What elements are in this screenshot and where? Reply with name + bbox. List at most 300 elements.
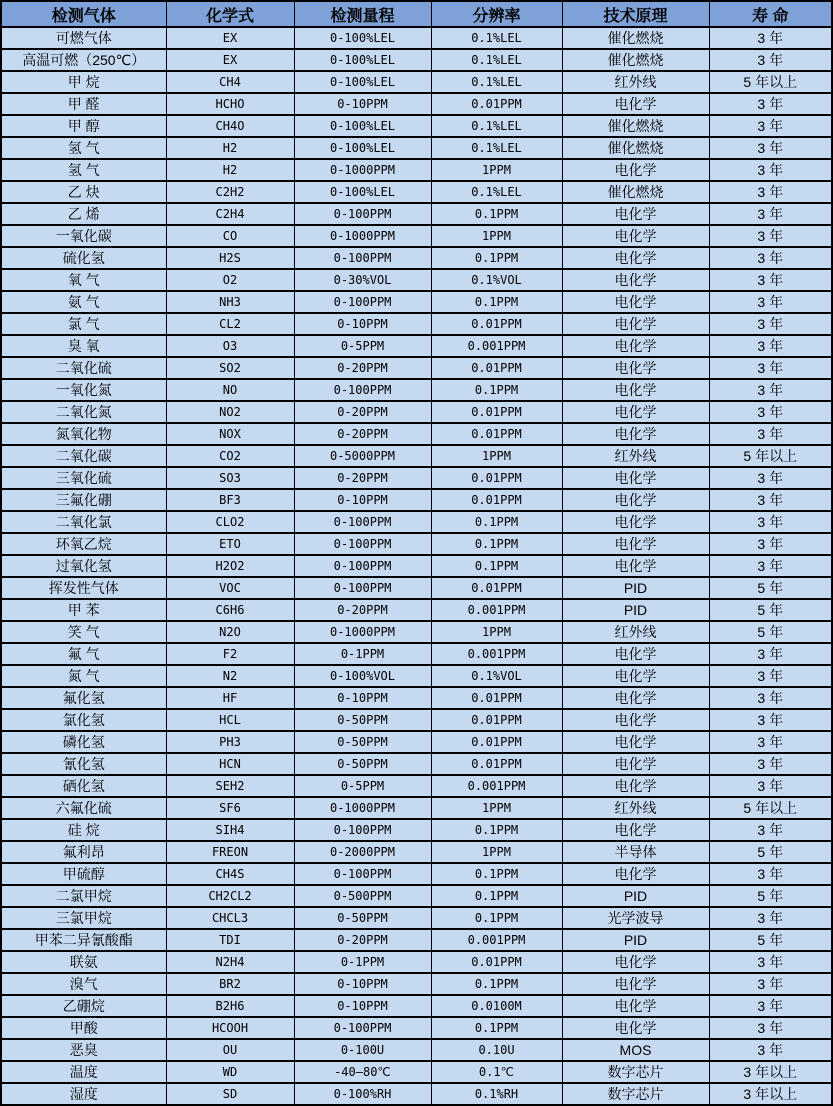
cell-lifespan: 3 年 [709,423,832,445]
cell-lifespan: 5 年 [709,599,832,621]
table-row [1,885,832,907]
cell-lifespan: 5 年 [709,621,832,643]
table-row [1,995,832,1017]
cell-lifespan: 3 年 [709,775,832,797]
cell-lifespan: 5 年 [709,929,832,951]
cell-resolution: 0.01PPM [431,423,562,445]
cell-principle: PID [562,929,709,951]
cell-formula: HCN [166,753,294,775]
cell-gas: 硒化氢 [1,775,166,797]
cell-resolution: 0.1%LEL [431,181,562,203]
table-row [1,1039,832,1061]
cell-gas: 三氯甲烷 [1,907,166,929]
cell-resolution: 0.1PPM [431,511,562,533]
cell-range: 0-10PPM [294,93,431,115]
column-header-formula: 化学式 [166,1,294,27]
cell-principle: PID [562,577,709,599]
cell-principle: 电化学 [562,489,709,511]
table-row [1,797,832,819]
cell-principle: 电化学 [562,313,709,335]
cell-lifespan: 3 年 [709,357,832,379]
cell-lifespan: 3 年 [709,731,832,753]
cell-principle: 数字芯片 [562,1061,709,1083]
cell-gas: 恶臭 [1,1039,166,1061]
cell-formula: SIH4 [166,819,294,841]
table-row [1,819,832,841]
table-row [1,247,832,269]
table-row [1,863,832,885]
cell-gas: 过氧化氢 [1,555,166,577]
cell-resolution: 0.001PPM [431,929,562,951]
cell-resolution: 0.1%LEL [431,137,562,159]
cell-lifespan: 3 年 [709,951,832,973]
cell-range: 0-1PPM [294,643,431,665]
cell-lifespan: 3 年 [709,247,832,269]
cell-formula: CH2CL2 [166,885,294,907]
cell-range: 0-100%LEL [294,49,431,71]
cell-formula: SD [166,1083,294,1105]
cell-gas: 二氯甲烷 [1,885,166,907]
column-header-gas: 检测气体 [1,1,166,27]
cell-lifespan: 3 年 [709,467,832,489]
cell-lifespan: 3 年 [709,49,832,71]
cell-gas: 甲 苯 [1,599,166,621]
cell-formula: O3 [166,335,294,357]
cell-range: 0-10PPM [294,687,431,709]
cell-range: 0-10PPM [294,313,431,335]
cell-formula: WD [166,1061,294,1083]
cell-lifespan: 3 年 [709,401,832,423]
header-row [1,1,832,27]
cell-principle: 电化学 [562,709,709,731]
cell-lifespan: 3 年 [709,335,832,357]
cell-range: 0-100PPM [294,247,431,269]
cell-principle: 电化学 [562,687,709,709]
cell-range: 0-5000PPM [294,445,431,467]
cell-formula: BR2 [166,973,294,995]
cell-formula: CO [166,225,294,247]
table-row [1,775,832,797]
table-row [1,379,832,401]
cell-resolution: 1PPM [431,445,562,467]
cell-gas: 一氧化碳 [1,225,166,247]
cell-formula: BF3 [166,489,294,511]
cell-gas: 氢 气 [1,137,166,159]
cell-gas: 乙硼烷 [1,995,166,1017]
table-row [1,225,832,247]
cell-resolution: 0.1PPM [431,863,562,885]
cell-resolution: 0.001PPM [431,599,562,621]
cell-gas: 二氧化硫 [1,357,166,379]
cell-principle: 电化学 [562,357,709,379]
cell-resolution: 0.1℃ [431,1061,562,1083]
cell-gas: 三氟化硼 [1,489,166,511]
cell-range: 0-10PPM [294,489,431,511]
table-row [1,445,832,467]
table-row [1,71,832,93]
cell-gas: 氯化氢 [1,709,166,731]
cell-gas: 六氟化硫 [1,797,166,819]
cell-gas: 甲苯二异氰酸酯 [1,929,166,951]
cell-range: 0-100%LEL [294,115,431,137]
cell-resolution: 0.0100M [431,995,562,1017]
cell-range: 0-20PPM [294,357,431,379]
cell-resolution: 0.01PPM [431,489,562,511]
cell-principle: 电化学 [562,379,709,401]
cell-resolution: 0.1%VOL [431,665,562,687]
cell-gas: 挥发性气体 [1,577,166,599]
cell-principle: 红外线 [562,621,709,643]
cell-resolution: 0.01PPM [431,709,562,731]
cell-lifespan: 3 年 [709,225,832,247]
cell-formula: FREON [166,841,294,863]
cell-lifespan: 5 年 [709,885,832,907]
cell-formula: C2H2 [166,181,294,203]
cell-gas: 甲硫醇 [1,863,166,885]
cell-resolution: 0.1PPM [431,973,562,995]
cell-principle: 电化学 [562,863,709,885]
cell-principle: 光学波导 [562,907,709,929]
table-row [1,929,832,951]
cell-range: 0-20PPM [294,423,431,445]
cell-resolution: 0.001PPM [431,643,562,665]
cell-range: 0-100PPM [294,291,431,313]
cell-formula: SF6 [166,797,294,819]
cell-principle: 电化学 [562,1017,709,1039]
cell-gas: 甲 醛 [1,93,166,115]
cell-lifespan: 5 年 [709,841,832,863]
cell-gas: 氟化氢 [1,687,166,709]
cell-resolution: 0.01PPM [431,577,562,599]
cell-resolution: 0.1PPM [431,1017,562,1039]
cell-lifespan: 3 年 [709,203,832,225]
cell-principle: 催化燃烧 [562,27,709,49]
cell-lifespan: 3 年 [709,511,832,533]
cell-formula: F2 [166,643,294,665]
cell-range: 0-100PPM [294,863,431,885]
table-row [1,1017,832,1039]
cell-lifespan: 5 年以上 [709,797,832,819]
cell-formula: CLO2 [166,511,294,533]
column-header-resolution: 分辨率 [431,1,562,27]
table-row [1,841,832,863]
cell-principle: 催化燃烧 [562,115,709,137]
table-row [1,291,832,313]
cell-formula: OU [166,1039,294,1061]
cell-principle: PID [562,885,709,907]
cell-principle: 电化学 [562,555,709,577]
cell-lifespan: 3 年以上 [709,1061,832,1083]
cell-range: 0-10PPM [294,995,431,1017]
cell-lifespan: 3 年 [709,687,832,709]
column-header-lifespan: 寿 命 [709,1,832,27]
cell-resolution: 0.01PPM [431,357,562,379]
column-header-principle: 技术原理 [562,1,709,27]
cell-principle: 电化学 [562,753,709,775]
table-row [1,27,832,49]
cell-principle: 电化学 [562,665,709,687]
cell-resolution: 0.01PPM [431,401,562,423]
cell-resolution: 0.1PPM [431,291,562,313]
cell-range: 0-2000PPM [294,841,431,863]
table-row [1,907,832,929]
cell-resolution: 0.1PPM [431,203,562,225]
cell-gas: 二氧化氯 [1,511,166,533]
cell-range: 0-1000PPM [294,621,431,643]
cell-range: 0-50PPM [294,753,431,775]
cell-resolution: 0.1%VOL [431,269,562,291]
cell-principle: 电化学 [562,93,709,115]
cell-range: 0-1PPM [294,951,431,973]
cell-lifespan: 3 年 [709,115,832,137]
cell-formula: CH4S [166,863,294,885]
cell-formula: H2S [166,247,294,269]
cell-gas: 氧 气 [1,269,166,291]
cell-range: -40—80℃ [294,1061,431,1083]
cell-gas: 臭 氧 [1,335,166,357]
cell-formula: N2O [166,621,294,643]
cell-principle: 电化学 [562,247,709,269]
cell-gas: 高温可燃（250℃） [1,49,166,71]
table-body [1,27,832,1105]
cell-formula: H2O2 [166,555,294,577]
cell-formula: B2H6 [166,995,294,1017]
cell-gas: 氨 气 [1,291,166,313]
cell-formula: HCHO [166,93,294,115]
cell-principle: 电化学 [562,225,709,247]
cell-gas: 氮 气 [1,665,166,687]
cell-formula: NOX [166,423,294,445]
cell-range: 0-100U [294,1039,431,1061]
cell-lifespan: 3 年 [709,159,832,181]
table-row [1,753,832,775]
cell-range: 0-100%LEL [294,27,431,49]
cell-gas: 溴气 [1,973,166,995]
cell-gas: 湿度 [1,1083,166,1105]
cell-principle: 电化学 [562,291,709,313]
table-row [1,577,832,599]
cell-range: 0-100PPM [294,533,431,555]
cell-resolution: 0.01PPM [431,93,562,115]
cell-range: 0-1000PPM [294,225,431,247]
cell-principle: 电化学 [562,973,709,995]
cell-range: 0-100%LEL [294,71,431,93]
cell-gas: 甲 醇 [1,115,166,137]
cell-gas: 联氨 [1,951,166,973]
cell-lifespan: 3 年 [709,93,832,115]
table-row [1,137,832,159]
cell-principle: 电化学 [562,423,709,445]
cell-lifespan: 3 年 [709,907,832,929]
cell-principle: 电化学 [562,159,709,181]
cell-lifespan: 3 年 [709,665,832,687]
cell-resolution: 1PPM [431,159,562,181]
cell-resolution: 1PPM [431,841,562,863]
cell-formula: NO2 [166,401,294,423]
cell-gas: 二氧化氮 [1,401,166,423]
cell-lifespan: 3 年 [709,181,832,203]
table-row [1,203,832,225]
cell-formula: C2H4 [166,203,294,225]
cell-principle: MOS [562,1039,709,1061]
cell-range: 0-100%LEL [294,181,431,203]
cell-range: 0-20PPM [294,401,431,423]
cell-gas: 二氧化碳 [1,445,166,467]
cell-lifespan: 3 年 [709,1039,832,1061]
cell-range: 0-100PPM [294,1017,431,1039]
cell-resolution: 0.1PPM [431,555,562,577]
cell-formula: C6H6 [166,599,294,621]
cell-formula: SEH2 [166,775,294,797]
cell-lifespan: 5 年以上 [709,445,832,467]
cell-principle: 红外线 [562,797,709,819]
cell-gas: 氟 气 [1,643,166,665]
cell-formula: CH4O [166,115,294,137]
cell-gas: 硫化氢 [1,247,166,269]
cell-principle: 催化燃烧 [562,137,709,159]
cell-range: 0-30%VOL [294,269,431,291]
cell-range: 0-10PPM [294,973,431,995]
table-row [1,731,832,753]
cell-resolution: 1PPM [431,621,562,643]
cell-lifespan: 3 年 [709,973,832,995]
cell-lifespan: 3 年 [709,137,832,159]
cell-range: 0-50PPM [294,709,431,731]
table-row [1,1083,832,1105]
cell-range: 0-100%VOL [294,665,431,687]
cell-lifespan: 3 年 [709,709,832,731]
cell-resolution: 0.01PPM [431,753,562,775]
cell-gas: 氯 气 [1,313,166,335]
table-row [1,159,832,181]
cell-lifespan: 3 年 [709,643,832,665]
cell-formula: EX [166,49,294,71]
table-row [1,313,832,335]
cell-resolution: 0.1%LEL [431,27,562,49]
cell-resolution: 0.01PPM [431,687,562,709]
cell-resolution: 0.1%LEL [431,115,562,137]
cell-principle: 电化学 [562,951,709,973]
cell-range: 0-1000PPM [294,797,431,819]
cell-formula: H2 [166,137,294,159]
table-row [1,1061,832,1083]
cell-principle: 电化学 [562,203,709,225]
cell-resolution: 0.001PPM [431,775,562,797]
cell-resolution: 0.1PPM [431,819,562,841]
cell-gas: 氮氧化物 [1,423,166,445]
cell-range: 0-1000PPM [294,159,431,181]
cell-principle: 红外线 [562,71,709,93]
cell-range: 0-100PPM [294,511,431,533]
cell-principle: 电化学 [562,643,709,665]
cell-resolution: 0.1PPM [431,885,562,907]
cell-gas: 氰化氢 [1,753,166,775]
cell-gas: 温度 [1,1061,166,1083]
cell-formula: PH3 [166,731,294,753]
cell-resolution: 0.1PPM [431,379,562,401]
table-row [1,599,832,621]
cell-lifespan: 3 年 [709,863,832,885]
cell-resolution: 0.1%LEL [431,49,562,71]
cell-resolution: 0.10U [431,1039,562,1061]
table-row [1,357,832,379]
cell-gas: 一氧化氮 [1,379,166,401]
cell-formula: CHCL3 [166,907,294,929]
table-row [1,93,832,115]
cell-formula: HF [166,687,294,709]
cell-gas: 甲 烷 [1,71,166,93]
table-row [1,709,832,731]
cell-principle: 数字芯片 [562,1083,709,1105]
table-row [1,489,832,511]
cell-resolution: 0.001PPM [431,335,562,357]
cell-range: 0-50PPM [294,907,431,929]
cell-range: 0-100PPM [294,203,431,225]
cell-lifespan: 3 年 [709,819,832,841]
table-row [1,665,832,687]
cell-range: 0-100%LEL [294,137,431,159]
cell-principle: 电化学 [562,335,709,357]
cell-principle: 电化学 [562,401,709,423]
cell-formula: N2 [166,665,294,687]
table-row [1,533,832,555]
cell-range: 0-100PPM [294,555,431,577]
cell-gas: 甲酸 [1,1017,166,1039]
cell-principle: 电化学 [562,775,709,797]
cell-range: 0-5PPM [294,335,431,357]
cell-principle: 电化学 [562,533,709,555]
cell-formula: CO2 [166,445,294,467]
table-row [1,181,832,203]
table-row [1,951,832,973]
table-row [1,643,832,665]
cell-formula: SO2 [166,357,294,379]
cell-resolution: 0.1PPM [431,533,562,555]
cell-principle: 电化学 [562,467,709,489]
cell-resolution: 0.1PPM [431,907,562,929]
table-row [1,401,832,423]
cell-resolution: 1PPM [431,797,562,819]
cell-formula: SO3 [166,467,294,489]
cell-lifespan: 3 年 [709,291,832,313]
cell-lifespan: 3 年 [709,27,832,49]
cell-gas: 环氧乙烷 [1,533,166,555]
cell-principle: 电化学 [562,269,709,291]
cell-lifespan: 5 年以上 [709,71,832,93]
cell-formula: CH4 [166,71,294,93]
cell-lifespan: 3 年 [709,269,832,291]
cell-principle: 催化燃烧 [562,49,709,71]
cell-formula: CL2 [166,313,294,335]
cell-range: 0-100PPM [294,577,431,599]
cell-lifespan: 3 年 [709,313,832,335]
cell-formula: NH3 [166,291,294,313]
cell-lifespan: 3 年 [709,753,832,775]
cell-formula: N2H4 [166,951,294,973]
cell-principle: 红外线 [562,445,709,467]
cell-formula: ETO [166,533,294,555]
cell-gas: 乙 炔 [1,181,166,203]
cell-gas: 三氧化硫 [1,467,166,489]
table-row [1,423,832,445]
cell-principle: 半导体 [562,841,709,863]
cell-principle: 催化燃烧 [562,181,709,203]
cell-formula: O2 [166,269,294,291]
cell-gas: 乙 烯 [1,203,166,225]
cell-formula: TDI [166,929,294,951]
cell-resolution: 0.01PPM [431,731,562,753]
cell-gas: 笑 气 [1,621,166,643]
